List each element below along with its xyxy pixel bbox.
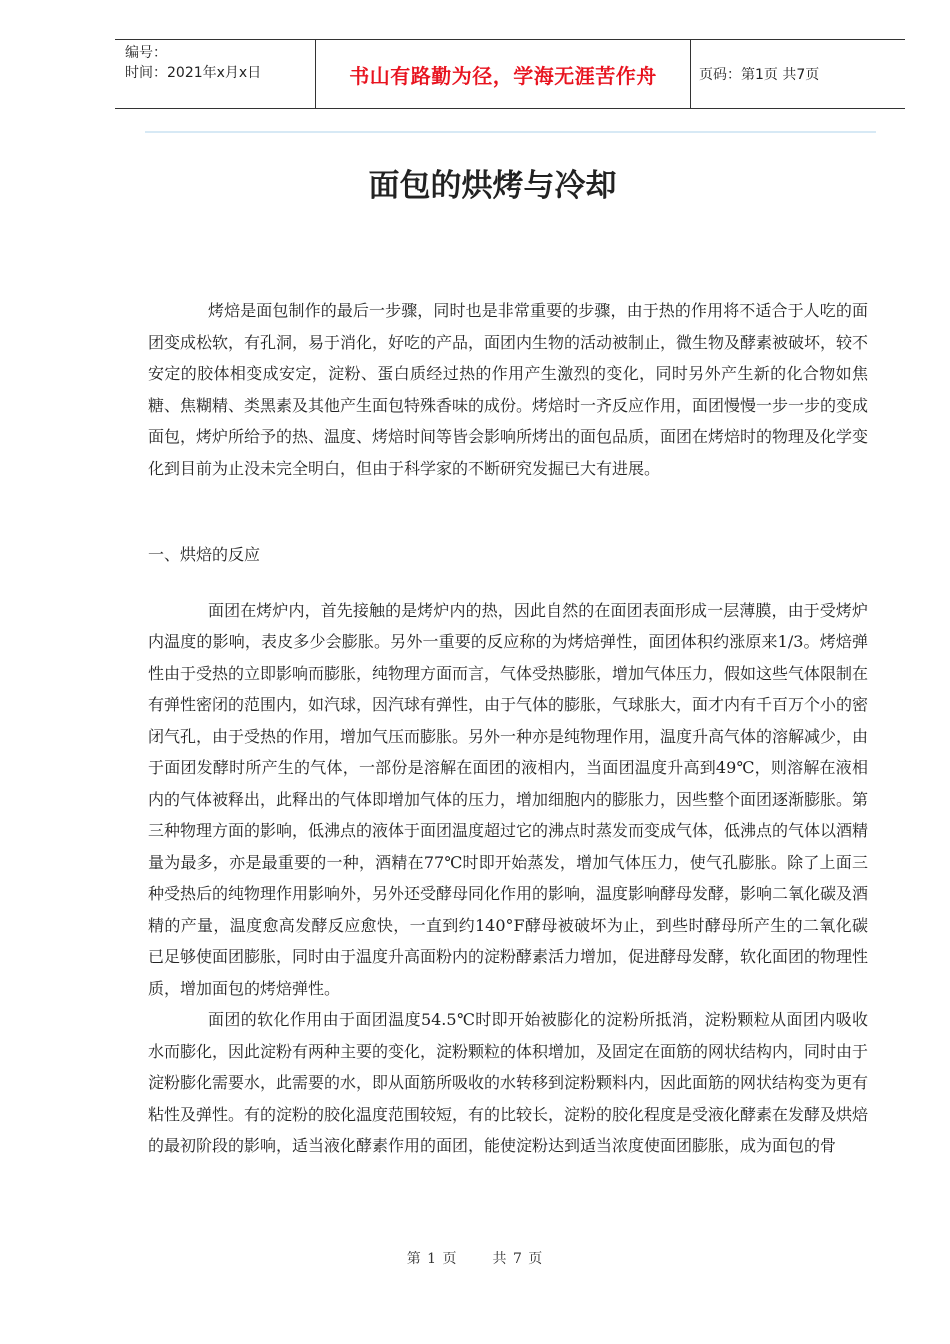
header-table bbox=[115, 39, 905, 109]
document-body bbox=[148, 295, 868, 1162]
header-meta-cell bbox=[115, 40, 316, 108]
footer-page-total: 共 7 页 bbox=[492, 1251, 544, 1267]
body-paragraph-1: 面团在烤炉内，首先接触的是烤炉内的热，因此自然的在面团表面形成一层薄膜，由于受烤炉内温度的影响，表皮多少会膨胀。另外一重要的反应称的为烤焙弹性，面团体积约涨原来1/3。烤焙弹性由于受热的立即影响而膨胀，纯物理方面而言，气体受热膨胀，增加气体压力，假如这些气体限制在有弹性密闭的范围内，如汽球，因汽球有弹性，由于气体的膨胀，气球胀大，面才内有千百万个小的密闭气孔，由于受热的作用，增加气压而膨胀。另外一种亦是纯物理作用，温度升高气体的溶解减少，由于面团发酵时所产生的气体，一部份是溶解在面团的液相内，当面团温度升高到49℃，则溶解在液相内的气体被释出，此释出的气体即增加气体的压力，增加细胞内的膨胀力，因些整个面团逐渐膨胀。第三种物理方面的影响，低沸点的液体于面团温度超过它的沸点时蒸发而变成气体，低沸点的气体以酒精量为最多，亦是最重要的一种，酒精在77℃时即开始蒸发，增加气体压力，使气孔膨胀。除了上面三种受热后的纯物理作用影响外，另外还受酵母同化作用的影响，温度影响酵母发酵，影响二氧化碳及酒精的产量，温度愈高发酵反应愈快，一直到约140°F酵母被破坏为止，到些时酵母所产生的二氧化碳已足够使面团膨胀，同时由于温度升高面粉内的淀粉酵素活力增加，促进酵母发酵，软化面团的物理性质，增加面包的烤焙弹性。 bbox=[148, 600, 869, 998]
page-info: 页码：第1页 共7页 bbox=[699, 67, 820, 83]
time-label: 时间：2021年x月x日 bbox=[125, 65, 262, 81]
intro-paragraph: 烤焙是面包制作的最后一步骤，同时也是非常重要的步骤，由于热的作用将不适合于人吃的面团变成松软，有孔洞，易于消化，好吃的产品，面团内生物的活动被制止，微生物及酵素被破坏，较不安定的胶体相变成安定，淀粉、蛋白质经过热的作用产生激烈的变化，同时另外产生新的化合物如焦糖、焦糊精、类黑素及其他产生面包特殊香味的成份。烤焙时一齐反应作用，面团慢慢一步一步的变成面包，烤炉所给予的热、温度、烤焙时间等皆会影响所烤出的面包品质，面团在烤焙时的物理及化学变化到目前为止没未完全明白，但由于科学家的不断研究发掘已大有进展。 bbox=[148, 301, 869, 478]
section-heading: 一、烘焙的反应 bbox=[148, 545, 261, 564]
page-footer bbox=[0, 1248, 950, 1268]
footer-page-number: 第 1 页 bbox=[406, 1251, 458, 1267]
motto-text: 书山有路勤为径，学海无涯苦作舟 bbox=[349, 63, 657, 88]
header-page-cell bbox=[691, 40, 905, 108]
page-title: 面包的烘烤与冷却 bbox=[368, 168, 617, 204]
header-motto-cell bbox=[316, 40, 691, 108]
number-label: 编号： bbox=[125, 45, 167, 61]
body-paragraph-2: 面团的软化作用由于面团温度54.5℃时即开始被膨化的淀粉所抵消，淀粉颗粒从面团内吸收水而膨化，因此淀粉有两种主要的变化，淀粉颗粒的体积增加，及固定在面筋的网状结构内，同时由于淀粉膨化需要水，此需要的水，即从面筋所吸收的水转移到淀粉颗料内，因此面筋的网状结构变为更有粘性及弹性。有的淀粉的胶化温度范围较短，有的比较长，淀粉的胶化程度是受液化酵素在发酵及烘焙的最初阶段的影响，适当液化酵素作用的面团，能使淀粉达到适当浓度使面团膨胀，成为面包的骨 bbox=[148, 1010, 869, 1155]
divider-line bbox=[145, 131, 876, 133]
